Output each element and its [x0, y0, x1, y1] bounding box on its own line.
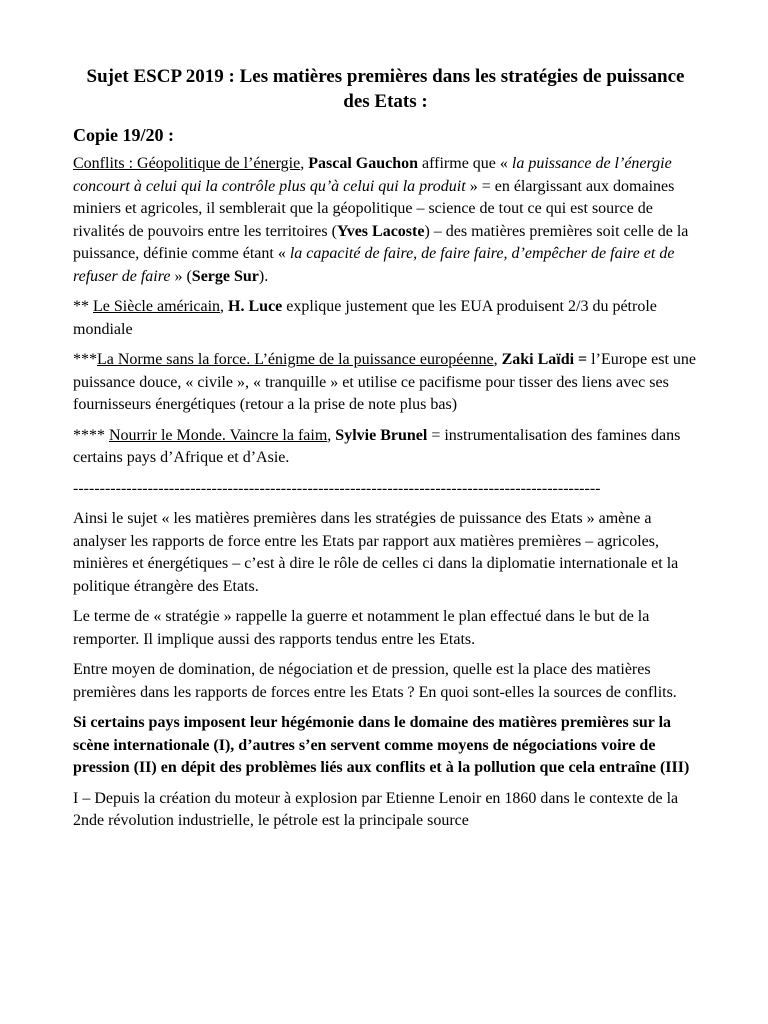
book-reference: Le Siècle américain: [93, 298, 221, 315]
paragraph-problematic: Entre moyen de domination, de négociation et de pression, quelle est la place des matières premières dans les rapports de forces entre les Etats ? En quoi sont-elles la sources de conflits.: [73, 661, 677, 701]
quote-text: la puissance de l’énergie concourt à celui qui la contrôle plus qu’à celui qui la produit: [73, 155, 672, 195]
author-name: Pascal Gauchon: [308, 155, 419, 172]
footnote-stars: ***: [73, 351, 97, 368]
text-fragment: = instrumentalisation des famines dans certains pays d’Afrique et d’Asie.: [73, 426, 681, 466]
paragraph-part-one-start: I – Depuis la création du moteur à explosion par Etienne Lenoir en 1860 dans le contexte de la 2nde révolution industrielle, le pétrole est la principale source: [73, 789, 679, 829]
footnote-stars: ****: [73, 426, 109, 444]
text-fragment: » = en élargissant aux domaines miniers et agricoles, il semblerait que la géopolitique – science de tout ce qui est source de rivalités de pouvoirs entre les territoires (: [73, 177, 675, 240]
text-fragment: ,: [493, 351, 502, 368]
dashed-separator: ---------------------------------------------------------------------------------------------------: [73, 479, 601, 497]
paragraph-outline: Si certains pays imposent leur hégémonie dans le domaine des matières premières sur la scène internationale (I), d’autres s’en servent comme moyens de négociations voire de pression (II) en dépit des problèmes liés aux conflits et à la pollution que cela entraîne (III): [73, 714, 690, 776]
text-fragment: ).: [258, 267, 269, 285]
book-reference: Conflits : Géopolitique de l’énergie: [73, 155, 301, 172]
text-fragment: explique justement que les EUA produisent 2/3 du pétrole mondiale: [73, 298, 657, 338]
author-name: H. Luce: [228, 298, 283, 315]
text-fragment: l’Europe est une puissance douce, « civile », « tranquille » et utilise ce pacifisme pour tisser des liens avec ses fournisseurs énergétiques (retour a la prise de note plus bas): [73, 351, 697, 413]
paragraph-luce: [73, 296, 698, 341]
text-fragment: ) – des matières premières soit celle de la puissance, définie comme étant «: [73, 222, 689, 262]
paragraph-strategy-definition: Le terme de « stratégie » rappelle la guerre et notamment le plan effectué dans le but de la remporter. Il implique aussi des rapports tendus entre les Etats.: [73, 608, 650, 648]
paragraph-brunel: [73, 425, 698, 470]
footnote-stars: **: [73, 298, 93, 315]
text-fragment: ,: [327, 426, 336, 444]
text-fragment: ,: [220, 298, 229, 315]
document-body: [73, 64, 698, 841]
author-name: Sylvie Brunel: [335, 426, 428, 444]
author-name: Serge Sur: [191, 267, 259, 285]
paragraph-intro-gauchon: [73, 153, 698, 288]
document-title: Sujet ESCP 2019 : Les matières premières dans les stratégies de puissance des Etats :: [86, 66, 685, 112]
text-fragment: » (: [170, 267, 192, 285]
author-name: Zaki Laïdi =: [501, 351, 588, 368]
quote-text: la capacité de faire, de faire faire, d’empêcher de faire et de refuser de faire: [73, 245, 675, 285]
book-reference: La Norme sans la force. L’énigme de la puissance européenne: [97, 351, 494, 368]
paragraph-laidi: [73, 349, 698, 417]
text-fragment: affirme que «: [418, 155, 512, 172]
text-fragment: ,: [300, 155, 309, 172]
book-reference: Nourrir le Monde. Vaincre la faim: [109, 426, 328, 444]
author-name: Yves Lacoste: [336, 222, 425, 240]
grade-heading: Copie 19/20 :: [73, 125, 174, 145]
paragraph-subject-analysis: Ainsi le sujet « les matières premières dans les stratégies de puissance des Etats » amène a analyser les rapports de force entre les Etats par rapport aux matières premières – agricoles, minières et énergétiques – c’est à dire le rôle de celles ci dans la diplomatie internationale et la politique étrangère des Etats.: [73, 510, 679, 595]
